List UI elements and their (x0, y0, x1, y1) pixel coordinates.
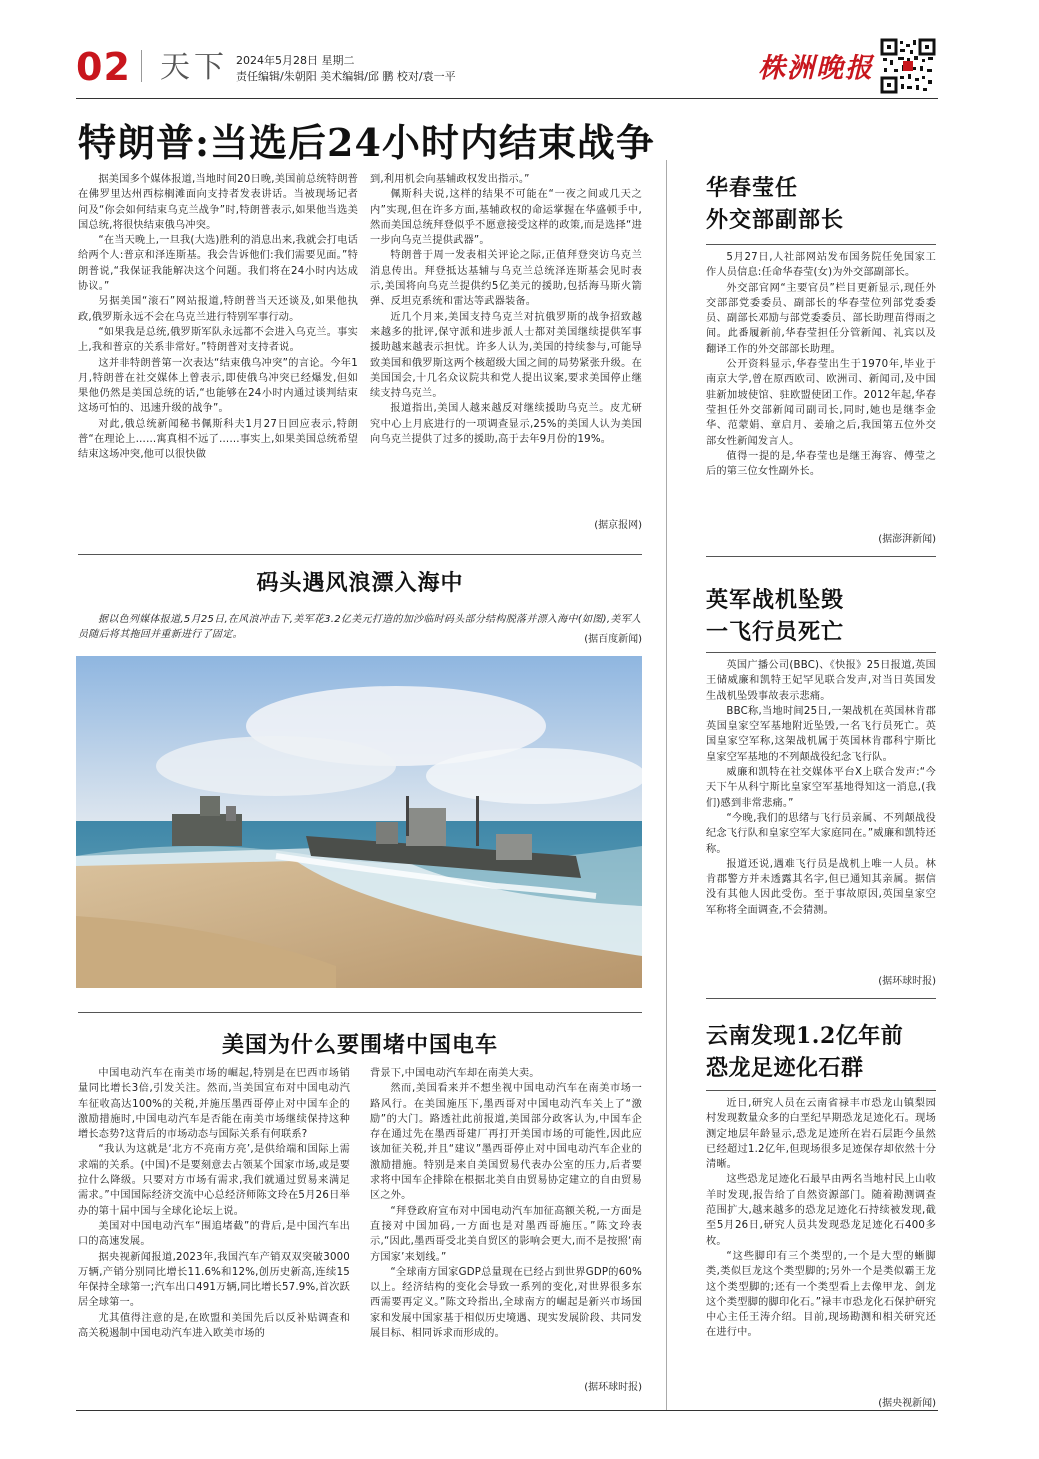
headline-line: 英军战机坠毁 (706, 587, 845, 613)
pier-headline: 码头遇风浪漂入海中 (256, 570, 464, 596)
dino-source: (据央视新闻) (878, 1398, 936, 1409)
paragraph: 近几个月来,美国支持乌克兰对抗俄罗斯的战争招致越来越多的批评,保守派和进步派人士都对美国继续提供军事援助越来越表示担忧。许多人认为,美国的持续参与,可能导致美国和俄罗斯这两个核超级大国之间的局势紧张升级。在美国国会,十几名众议院共和党人提出议案,要求美国停止继续支持乌克兰。 (370, 311, 642, 400)
masthead-logo: 株洲晚报 (758, 53, 874, 84)
paragraph: 背景下,中国电动汽车却在南美大卖。 (370, 1068, 540, 1079)
paragraph: 威廉和凯特在社交媒体平台X上联合发声:“今天下午从科宁斯比皇家空军基地得知这一消息,(我们)感到非常悲痛。” (706, 767, 936, 809)
paragraph: 近日,研究人员在云南省禄丰市恐龙山镇梨园村发现数量众多的白垩纪早期恐龙足迹化石。现场测定地层年龄显示,恐龙足迹所在岩石层距今虽然已经超过1.2亿年,但现场很多足迹保存却依然十分清晰。 (706, 1098, 936, 1171)
paragraph: 外交部官网“主要官员”栏目更新显示,现任外交部部党委委员、副部长的华春莹位列部党委委员、副部长邓励与部党委委员、部长助理苗得雨之间。此番履新前,华春莹担任分管新闻、礼宾以及翻译工作的外交部部长助理。 (706, 282, 936, 355)
divider (78, 1012, 642, 1013)
hua-headline (706, 172, 844, 236)
footer-rule (76, 1410, 938, 1411)
paragraph: 然而,美国看来并不想坐视中国电动汽车在南美市场一路风行。在美国施压下,墨西哥对中国电动汽车关上了“激励”的大门。路透社此前报道,美国部分政客认为,中国车企存在通过先在墨西哥建厂再打开美国市场的可能性,因此应该加征关税,并且“建议”墨西哥停止对中国电动汽车企业的激励措施。特别是来自美国贸易代表办公室的压力,后者要求将中国车企排除在根据北美自由贸易协定建立的自由贸易区之外。 (370, 1083, 642, 1202)
header-divider (141, 50, 142, 82)
headline-line: 云南发现1.2亿年前 (706, 1023, 904, 1049)
qr-code-icon (880, 38, 936, 94)
paragraph: “我认为这就是‘北方不亮南方亮’,是供给端和国际上需求端的关系。(中国)不是要刻意去占领某个国家市场,或是要拉什么降级。只要对方市场有需求,我们就通过贸易来满足需求。”中国国际经济交流中心总经济师陈文玲在5月26日举办的第十届中国与全球化论坛上说。 (78, 1144, 350, 1217)
divider (78, 554, 642, 555)
main-headline: 特朗普:当选后24小时内结束战争 (78, 120, 655, 165)
paragraph: 中国电动汽车在南美市场的崛起,特别是在巴西市场销量同比增长3倍,引发关注。然而,当美国宣布对中国电动汽车征收高达100%的关税,并施压墨西哥停止对中国车企的激励措施时,中国电动汽车是否能在南美市场继续保持这种增长态势?这背后的市场动态与国际关系有何联系? (78, 1068, 350, 1141)
paragraph: 美国对中国电动汽车“围追堵截”的背后,是中国汽车出口的高速发展。 (78, 1220, 350, 1248)
divider (706, 998, 936, 999)
paragraph: 尤其值得注意的是,在欧盟和美国先后以反补贴调查和高关税遏制中国电动汽车进入欧美市场的 (78, 1312, 350, 1340)
editors-line: 责任编辑/朱朝阳 美术编辑/邱 鹏 校对/袁一平 (236, 70, 456, 83)
paragraph: 这些恐龙足迹化石最早由两名当地村民上山收羊时发现,报告给了自然资源部门。随着勘测调查范围扩大,越来越多的恐龙足迹化石持续被发现,截至5月26日,研究人员共发现恐龙足迹化石400多枚。 (706, 1174, 936, 1247)
paragraph: 据央视新闻报道,2023年,我国汽车产销双双突破3000万辆,产销分别同比增长11.6%和12%,创历史新高,连续15年保持全球第一;汽车出口491万辆,同比增长57.9%,首次跃居全球第一。 (78, 1251, 350, 1309)
uk-source: (据环球时报) (878, 976, 936, 987)
paragraph: 特朗普于周一发表相关评论之际,正值拜登突访乌克兰消息传出。拜登抵达基辅与乌克兰总统泽连斯基会见时表示,美国将向乌克兰提供约5亿美元的援助,包括海马斯火箭弹、反坦克系统和雷达等武器装备。 (370, 250, 642, 308)
pier-caption: 据以色列媒体报道,5月25日,在风浪冲击下,美军花3.2亿美元打造的加沙临时码头部分结构脱落并漂入海中(如图),美军人员随后将其拖回并重新进行了固定。 (78, 614, 642, 640)
paragraph: 值得一提的是,华春莹也是继王海容、傅莹之后的第三位女性副外长。 (706, 450, 936, 478)
header-rule (76, 98, 938, 99)
ev-article-col1 (78, 1066, 350, 1388)
headline-line: 一飞行员死亡 (706, 619, 845, 645)
paragraph: 5月27日,人社部网站发布国务院任免国家工作人员信息:任命华春莹(女)为外交部副部长。 (706, 252, 936, 279)
paragraph: “今晚,我们的思绪与飞行员亲属、不列颠战役纪念飞行队和皇家空军大家庭同在。”威廉和凯特还称。 (706, 812, 936, 855)
ev-source: (据环球时报) (584, 1382, 642, 1393)
paragraph: 据美国多个媒体报道,当地时间20日晚,美国前总统特朗普在佛罗里达州西棕榈滩面向支持者发表讲话。当被现场记者问及“你会如何结束乌克兰战争”时,特朗普表示,如果他当选美国总统,将很快结束俄乌冲突。 (78, 174, 358, 231)
divider (706, 556, 936, 557)
uk-headline (706, 584, 844, 648)
hua-article (706, 250, 936, 525)
paragraph: 这并非特朗普第一次表达“结束俄乌冲突”的言论。今年1月,特朗普在社交媒体上曾表示,即使俄乌冲突已经爆发,但如果他仍然是美国总统的话,“也能够在24小时内通过谈判结束这场可怕的、迅速升级的战争”。 (78, 357, 358, 415)
headline-line: 外交部副部长 (706, 207, 845, 233)
paragraph: “全球南方国家GDP总量现在已经占到世界GDP的60%以上。经济结构的变化会导致一系列的变化,对世界很多东西需要再定义。”陈文玲指出,全球南方的崛起是新兴市场国家和发展中国家基于相似历史境遇、现实发展阶段、共同发展目标、相同诉求而形成的。 (370, 1266, 642, 1340)
divider (706, 652, 936, 653)
pier-source: (据百度新闻) (584, 634, 642, 645)
main-article-col2 (370, 172, 642, 512)
headline-line: 恐龙足迹化石群 (706, 1055, 864, 1081)
ev-headline: 美国为什么要围堵中国电车 (221, 1032, 498, 1058)
divider (706, 1090, 936, 1091)
date-line: 2024年5月28日 星期二 (236, 54, 355, 67)
paragraph: “这些脚印有三个类型的,一个是大型的蜥脚类,类似巨龙这个类型脚的;另外一个是类似霸王龙这个类型脚的;还有一个类型看上去像甲龙、剑龙这个类型脚的脚印化石。”禄丰市恐龙化石保护研究中心主任王涛介绍。目前,现场勘测和相关研究还在进行中。 (706, 1250, 936, 1339)
paragraph: “如果我是总统,俄罗斯军队永远都不会进入乌克兰。事实上,我和普京的关系非常好。”特朗普对支持者说。 (78, 326, 358, 354)
paragraph: 英国广播公司(BBC)、《快报》25日报道,英国王储威廉和凯特王妃罕见联合发声,对当日英国发生战机坠毁事故表示悲痛。 (706, 660, 936, 702)
hua-source: (据澎湃新闻) (878, 534, 936, 545)
divider (706, 244, 936, 245)
paragraph: 另据美国“滚石”网站报道,特朗普当天还谈及,如果他执政,俄罗斯永远不会在乌克兰进行特别军事行动。 (78, 296, 358, 323)
paragraph: 对此,俄总统新闻秘书佩斯科夫1月27日回应表示,特朗普“在理论上……寓真相不远了……事实上,如果美国总统希望结束这场冲突,他可以很快做 (78, 418, 358, 461)
pier-photo (76, 656, 642, 988)
paragraph: 到,利用机会向基辅政权发出指示。” (370, 174, 530, 185)
paragraph: 公开资料显示,华春莹出生于1970年,毕业于南京大学,曾在原西欧司、欧洲司、新闻司,及中国驻新加坡使馆、驻欧盟使团工作。2012年起,华春莹担任外交部新闻司副司长,同时,她也是继李金华、范蒙娟、章启月、姜瑜之后,我国第五位外交部女性新闻发言人。 (706, 359, 936, 447)
paragraph: 报道还说,遇难飞行员是战机上唯一人员。林肯郡警方并未透露其名字,但已通知其亲属。据信没有其他人因此受伤。至于事故原因,英国皇家空军称将全面调查,不会猜测。 (706, 858, 936, 916)
paragraph: “在当天晚上,一旦我(大选)胜利的消息出来,我就会打电话给两个人:普京和泽连斯基。我会告诉他们:我们需要见面。”特朗普说,“我保证我能解决这个问题。我们将在24小时内达成协议。” (78, 235, 358, 293)
page-number: 02 (76, 45, 131, 89)
headline-line: 华春莹任 (706, 175, 799, 201)
dino-article (706, 1096, 936, 1366)
dino-headline (706, 1020, 903, 1084)
column-divider (666, 160, 667, 1410)
section-name: 天下 (160, 50, 228, 85)
paragraph: 佩斯科夫说,这样的结果不可能在“一夜之间或几天之内”实现,但在许多方面,基辅政权的命运掌握在华盛顿手中,然而美国总统拜登似乎不愿意接受这样的政策,而是选择“进一步向乌克兰提供武器”。 (370, 189, 642, 247)
main-source: (据京报网) (594, 520, 642, 531)
paragraph: 报道指出,美国人越来越反对继续援助乌克兰。皮尤研究中心上月底进行的一项调查显示,25%的美国人认为美国向乌克兰提供了过多的援助,高于去年9月份的19%。 (370, 403, 642, 446)
paragraph: BBC称,当地时间25日,一架战机在英国林肯郡英国皇家空军基地附近坠毁,一名飞行员死亡。英国皇家空军称,这架战机属于英国林肯郡科宁斯比皇家空军基地的不列颠战役纪念飞行队。 (706, 705, 936, 763)
ev-article-col2 (370, 1066, 642, 1372)
paragraph: “拜登政府宣布对中国电动汽车加征高额关税,一方面是直接对中国加码,一方面也是对墨西哥施压。”陈文玲表示,“因此,墨西哥受北美自贸区的影响会更大,而不是按照‘南方国家’来划线。” (370, 1205, 642, 1263)
main-article-col1 (78, 172, 358, 544)
uk-article (706, 658, 936, 968)
